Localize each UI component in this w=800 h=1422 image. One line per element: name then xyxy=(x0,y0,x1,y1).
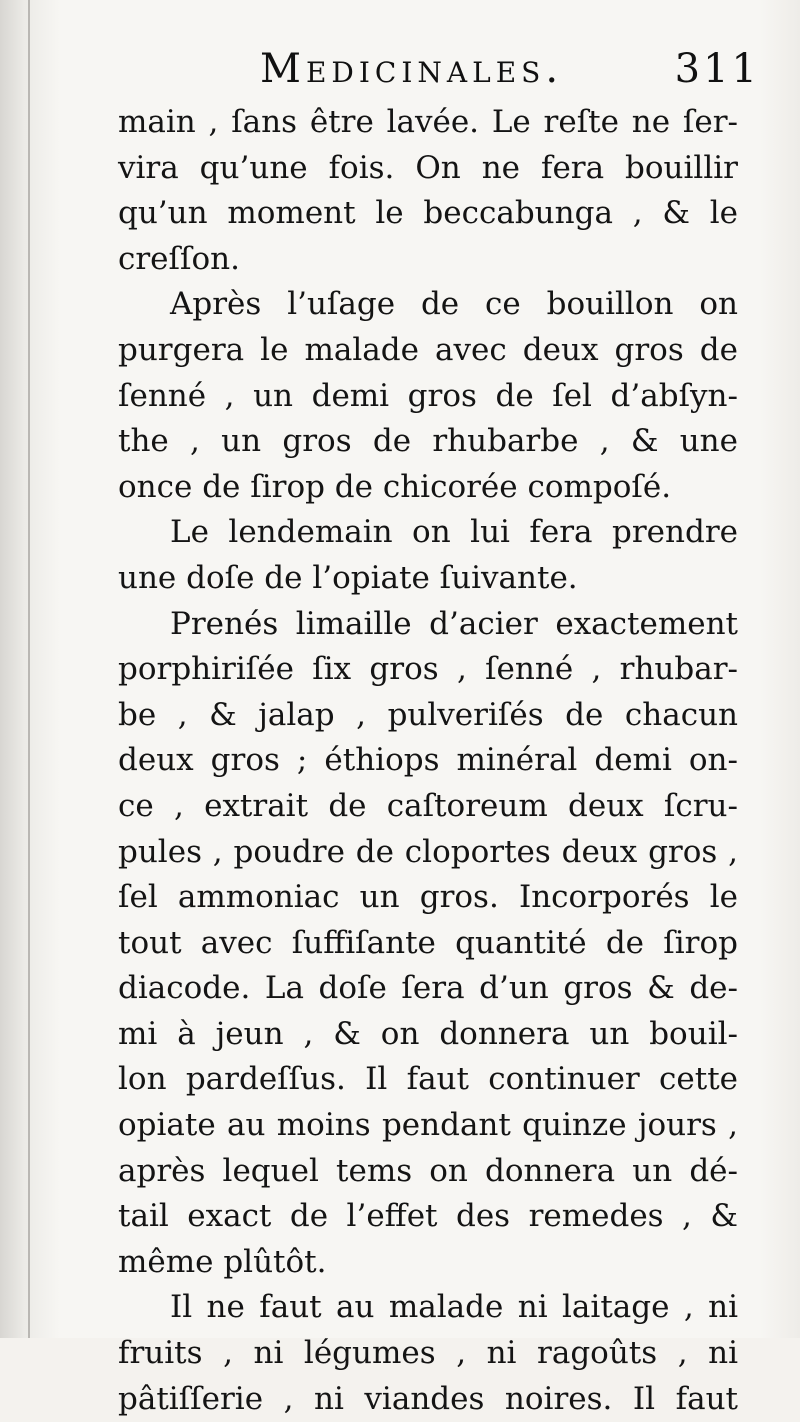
text-line: Prenés limaille d’acier exactement xyxy=(170,605,738,642)
text-line: be , & jalap , pulveriſés de chacun xyxy=(118,696,738,733)
text-line: creſſon. xyxy=(118,240,240,277)
text-line: porphiriſée ſix gros , ſenné , rhubar- xyxy=(118,651,738,688)
page-header xyxy=(250,46,800,106)
text-line: diacode. La doſe ſera d’un gros & de- xyxy=(118,970,738,1007)
text-line: opiate au moins pendant quinze jours , xyxy=(118,1107,738,1144)
text-line: Après l’uſage de ce bouillon on xyxy=(170,286,738,323)
text-line: main , ſans être lavée. Le reſte ne ſer- xyxy=(118,104,738,140)
text-line: vira qu’une fois. On ne fera bouillir xyxy=(118,149,738,186)
text-line: once de ſirop de chicorée compoſé. xyxy=(118,468,672,505)
text-line: purgera le malade avec deux gros de xyxy=(118,331,738,368)
text-line: mi à jeun , & on donnera un bouil- xyxy=(118,1015,738,1052)
text-line: deux gros ; éthiops minéral demi on- xyxy=(118,742,738,779)
text-line: fruits , ni légumes , ni ragoûts , ni xyxy=(118,1335,738,1372)
text-line: même plûtôt. xyxy=(118,1243,327,1280)
text-line: ſenné , un demi gros de ſel d’abſyn- xyxy=(118,377,738,414)
text-line: ſel ammoniac un gros. Incorporés le xyxy=(118,879,738,916)
text-line: tail exact de l’effet des remedes , & xyxy=(118,1198,738,1235)
body-text xyxy=(118,100,738,1422)
page-number: 311 xyxy=(674,46,760,92)
text-line: tout avec ſuffiſante quantité de ſirop xyxy=(118,924,738,961)
text-line: pules , poudre de cloportes deux gros , xyxy=(118,833,738,870)
text-line: qu’un moment le beccabunga , & le xyxy=(118,195,738,232)
text-line: pâtiſſerie , ni viandes noires. Il faut xyxy=(118,1380,738,1417)
text-line: Le lendemain on lui fera prendre xyxy=(170,514,738,551)
gutter-shadow xyxy=(28,0,30,1338)
text-line: Il ne faut au malade ni laitage , ni xyxy=(170,1289,738,1326)
text-line: une doſe de l’opiate ſuivante. xyxy=(118,559,578,596)
running-title: Medicinales. xyxy=(260,46,564,92)
text-line: ce , extrait de caſtoreum deux ſcru- xyxy=(118,787,738,824)
text-line: the , un gros de rhubarbe , & une xyxy=(118,423,738,460)
text-line: lon pardeſſus. Il faut continuer cette xyxy=(118,1061,738,1098)
text-line: après lequel tems on donnera un dé- xyxy=(118,1152,738,1189)
